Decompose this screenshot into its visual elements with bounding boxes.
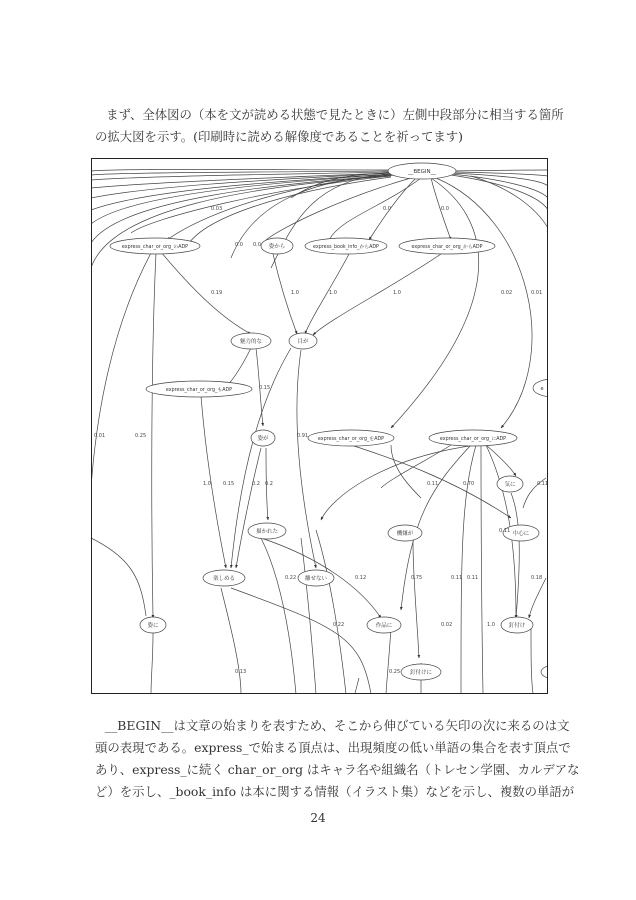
- edge-label-chushin-011: 0.11: [499, 528, 511, 534]
- node-hanasenai: 離せない: [304, 576, 328, 582]
- edge-label-tano-013: 0.13: [235, 669, 247, 675]
- edge-label-book-me: 1.0: [329, 290, 337, 296]
- edge-label-kiken-075: 0.75: [411, 575, 423, 581]
- node-miryokuteki: 魅力的な: [239, 339, 263, 345]
- node-kugizuke: 釘付け: [508, 623, 526, 629]
- edge-label-charkara-me: 1.0: [393, 290, 401, 296]
- edge-label-kini-011: 0.11: [537, 481, 548, 487]
- node-right-edge-shape: [541, 664, 548, 680]
- node-tanoshimeru: 楽しめる: [212, 576, 236, 582]
- body-line-1: __BEGIN__は文章の始まりを表すため、そこから伸びている矢印の次に来るのは文: [104, 718, 570, 733]
- graph-svg: [91, 158, 548, 694]
- node-sugata-ni: 姿に: [147, 623, 159, 629]
- edge-label-miryo-sugata: 0.15: [259, 385, 271, 391]
- edge-label-chushin-018: 0.18: [531, 575, 543, 581]
- edge-label-charni-011b: 0.11: [467, 575, 479, 581]
- node-begin: __BEGIN__: [407, 169, 437, 175]
- edge-label-e-00a: 0.0: [235, 242, 243, 248]
- edge-label-b-charni: 0.02: [501, 290, 513, 296]
- edge-label-sugata-me: 1.0: [291, 290, 299, 296]
- node-kiken-ga: 機嫌が: [396, 531, 414, 537]
- node-sugata-kara: 姿から: [268, 244, 286, 250]
- graph-figure: [91, 158, 548, 694]
- node-me-ga: 目が: [297, 339, 309, 345]
- node-sakuhin-ni: 作品に: [375, 623, 393, 629]
- node-char-kara: express_char_or_org_からADP: [411, 245, 483, 250]
- edge-label-sugata-02b: 0.2: [265, 481, 273, 487]
- edge-label-e-00b: 0.0: [253, 242, 261, 248]
- body-line-3: あり、express_に続く char_or_org はキャラ名や組織名（トレセン学園、カルデアな: [95, 762, 580, 777]
- edge-label-charwo-011: 0.11: [427, 481, 439, 487]
- node-book-kara: express_book_info_からADP: [313, 245, 379, 250]
- edge-label-charno-miryo: 0.19: [211, 290, 223, 296]
- node-char-no: express_char_or_org_のADP: [121, 245, 189, 250]
- node-e-partial: e: [540, 386, 544, 392]
- node-sugata-ga: 姿が: [257, 436, 269, 442]
- edge-label-b-charno: 0.03: [211, 206, 223, 212]
- edge-label-sakuhin-025: 0.25: [389, 669, 401, 675]
- edge-label-egaka-022: 0.22: [285, 575, 297, 581]
- node-char-wo: express_char_or_org_をADP: [317, 437, 385, 442]
- edge-label-sakuhin-002: 0.02: [441, 622, 453, 628]
- page-number: 24: [310, 811, 326, 825]
- edge-label-kugi-10: 1.0: [487, 622, 495, 628]
- node-char-mo: express_char_or_org_もADP: [165, 388, 233, 393]
- edge-label-left-001: 0.01: [94, 433, 106, 439]
- edge-label-me-hanasenai: 0.91: [297, 433, 309, 439]
- edge-label-b-book: 0.0: [383, 206, 391, 212]
- body-line-2: 頭の表現である。express_で始まる頂点は、出現頻度の低い単語の集合を表す頂点で: [95, 740, 571, 755]
- intro-line-2: の拡大図を示す。(印刷時に読める解像度であることを祈ってます): [95, 129, 464, 144]
- edge-label-charni-070: 0.70: [463, 481, 475, 487]
- edge-label-charmo-tano2: 0.15: [223, 481, 235, 487]
- edge-label-charno-sugatani: 0.25: [135, 433, 147, 439]
- edge-label-b-charkara: 0.0: [441, 206, 449, 212]
- edge-label-left-022: 0.22: [333, 622, 345, 628]
- node-chushin-ni: 中心に: [512, 531, 530, 537]
- edge-label-egaka-012: 0.12: [355, 575, 367, 581]
- body-line-4: ど）を示し、_book_info は本に関する情報（イラスト集）などを示し、複数の単語が: [95, 784, 575, 799]
- intro-line-1: まず、全体図の（本を文が読める状態で見たときに）左側中段部分に相当する箇所: [106, 107, 564, 122]
- intro-paragraph: [95, 104, 564, 148]
- edge-label-b-right: 0.01: [531, 290, 543, 296]
- node-ki-ni: 気に: [504, 482, 516, 488]
- node-char-ni: express_char_or_org_にADP: [439, 437, 507, 442]
- edge-label-sugata-02a: 0.2: [252, 481, 260, 487]
- edge-label-charmo-tano1: 1.0: [203, 481, 211, 487]
- body-paragraph: [95, 715, 580, 803]
- node-egakareta: 描かれた: [255, 529, 279, 535]
- node-kugizuke-ni: 釘付けに: [409, 670, 433, 676]
- edge-label-charni-011a: 0.11: [451, 575, 463, 581]
